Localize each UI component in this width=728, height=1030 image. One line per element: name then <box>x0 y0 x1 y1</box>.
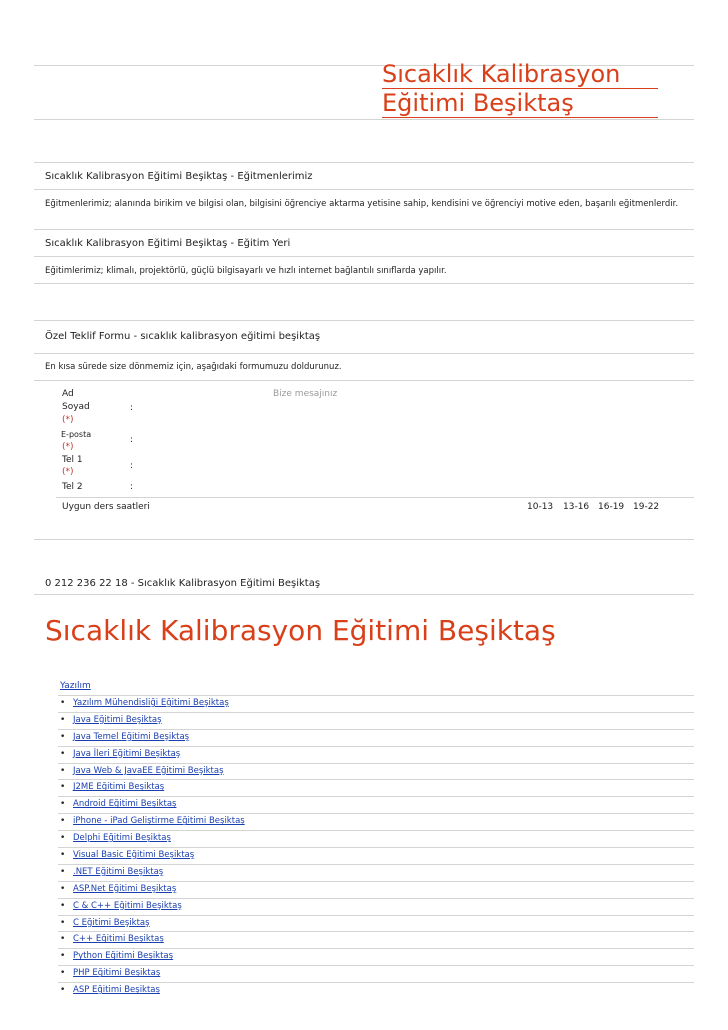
course-link[interactable]: Android Eğitimi Beşiktaş <box>73 799 177 810</box>
list-item <box>58 898 694 915</box>
list-item <box>58 982 694 999</box>
list-item <box>58 729 694 746</box>
list-item <box>58 712 694 729</box>
category-link-yazilim[interactable]: Yazılım <box>60 681 91 691</box>
required-mark: (*) <box>62 442 74 452</box>
list-item <box>58 915 694 932</box>
bullet-icon: • <box>60 799 66 810</box>
tel2-label: Tel 2 <box>62 482 83 492</box>
teachers-text: Eğitmenlerimiz; alanında birikim ve bilgisi olan, bilgisini öğrenciye aktarma yetisine sahip, kendisini ve öğrenciyi motive eden, başarılı eğitmenlerdir. <box>45 199 679 209</box>
required-mark: (*) <box>62 415 74 425</box>
list-item <box>58 779 694 796</box>
course-link[interactable]: ASP.Net Eğitimi Beşiktaş <box>73 883 177 894</box>
divider <box>34 380 694 381</box>
divider <box>34 353 694 354</box>
bullet-icon: • <box>60 900 66 911</box>
message-textarea[interactable]: Bize mesajınız <box>273 389 338 399</box>
list-item <box>58 695 694 712</box>
divider <box>34 283 694 284</box>
bullet-icon: • <box>60 833 66 844</box>
bullet-icon: • <box>60 985 66 996</box>
list-item <box>58 965 694 982</box>
list-item <box>58 948 694 965</box>
bullet-icon: • <box>60 850 66 861</box>
divider <box>56 497 694 498</box>
required-mark: (*) <box>62 467 74 477</box>
divider <box>34 189 694 190</box>
bullet-icon: • <box>60 816 66 827</box>
slot-16-19[interactable]: 16-19 <box>598 502 625 512</box>
tel1-label: Tel 1 <box>62 455 83 465</box>
place-text: Eğitimlerimiz; klimalı, projektörlü, güçlü bilgisayarlı ve hızlı internet bağlantılı sınıflarda yapılır. <box>45 266 447 276</box>
soyad-label: Soyad <box>62 402 90 412</box>
divider <box>34 320 694 321</box>
course-link[interactable]: .NET Eğitimi Beşiktaş <box>73 866 164 877</box>
place-title: Sıcaklık Kalibrasyon Eğitimi Beşiktaş - Eğitim Yeri <box>45 238 291 249</box>
slot-10-13[interactable]: 10-13 <box>527 502 554 512</box>
soyad-input[interactable]: : <box>130 403 134 413</box>
list-item <box>58 746 694 763</box>
list-item <box>58 847 694 864</box>
bullet-icon: • <box>60 934 66 945</box>
course-link[interactable]: C++ Eğitimi Beşiktaş <box>73 934 164 945</box>
contact-line: 0 212 236 22 18 - Sıcaklık Kalibrasyon Eğitimi Beşiktaş <box>45 578 321 589</box>
bullet-icon: • <box>60 782 66 793</box>
slot-19-22[interactable]: 19-22 <box>633 502 660 512</box>
eposta-label: E-posta <box>61 430 92 439</box>
bullet-icon: • <box>60 968 66 979</box>
course-link[interactable]: J2ME Eğitimi Beşiktaş <box>73 782 165 793</box>
hours-label: Uygun ders saatleri <box>62 502 150 512</box>
bullet-icon: • <box>60 748 66 759</box>
ad-label: Ad <box>62 389 74 399</box>
divider <box>34 256 694 257</box>
course-link[interactable]: Java Web & JavaEE Eğitimi Beşiktaş <box>73 765 224 776</box>
form-title: Özel Teklif Formu - sıcaklık kalibrasyon eğitimi beşiktaş <box>45 331 321 342</box>
divider <box>34 229 694 230</box>
divider <box>34 594 694 595</box>
course-link[interactable]: Yazılım Mühendisliği Eğitimi Beşiktaş <box>73 698 229 708</box>
course-link-list <box>58 695 694 999</box>
page-title-line1: Sıcaklık Kalibrasyon <box>382 60 658 89</box>
bullet-icon: • <box>60 883 66 894</box>
tel2-input[interactable]: : <box>130 482 134 492</box>
course-link[interactable]: Java Temel Eğitimi Beşiktaş <box>73 731 190 742</box>
list-item <box>58 763 694 780</box>
list-item <box>58 813 694 830</box>
bullet-icon: • <box>60 714 66 725</box>
bullet-icon: • <box>60 698 66 708</box>
list-item <box>58 881 694 898</box>
bullet-icon: • <box>60 765 66 776</box>
bullet-icon: • <box>60 866 66 877</box>
course-link[interactable]: Delphi Eğitimi Beşiktaş <box>73 833 171 844</box>
course-link[interactable]: C Eğitimi Beşiktaş <box>73 917 150 928</box>
course-link[interactable]: Visual Basic Eğitimi Beşiktaş <box>73 850 195 861</box>
divider <box>34 162 694 163</box>
course-link[interactable]: PHP Eğitimi Beşiktaş <box>73 968 161 979</box>
tel1-input[interactable]: : <box>130 461 134 471</box>
list-item <box>58 796 694 813</box>
form-intro: En kısa sürede size dönmemiz için, aşağıdaki formumuzu doldurunuz. <box>45 362 342 372</box>
teachers-title: Sıcaklık Kalibrasyon Eğitimi Beşiktaş - Eğitmenlerimiz <box>45 171 313 182</box>
page-title <box>382 60 658 118</box>
list-item <box>58 931 694 948</box>
course-link[interactable]: ASP Eğitimi Beşiktaş <box>73 985 160 996</box>
list-item <box>58 830 694 847</box>
list-item <box>58 864 694 881</box>
bullet-icon: • <box>60 951 66 962</box>
main-title: Sıcaklık Kalibrasyon Eğitimi Beşiktaş <box>45 614 556 647</box>
page-title-line2: Eğitimi Beşiktaş <box>382 89 658 118</box>
eposta-input[interactable]: : <box>130 435 134 445</box>
course-link[interactable]: Java Eğitimi Beşiktaş <box>73 714 162 725</box>
divider <box>34 539 694 540</box>
course-link[interactable]: Python Eğitimi Beşiktaş <box>73 951 174 962</box>
course-link[interactable]: iPhone - iPad Geliştirme Eğitimi Beşiktaş <box>73 816 245 827</box>
course-link[interactable]: C & C++ Eğitimi Beşiktaş <box>73 900 182 911</box>
slot-13-16[interactable]: 13-16 <box>563 502 590 512</box>
course-link[interactable]: Java İleri Eğitimi Beşiktaş <box>73 748 181 759</box>
bullet-icon: • <box>60 731 66 742</box>
divider <box>34 119 694 120</box>
bullet-icon: • <box>60 917 66 928</box>
